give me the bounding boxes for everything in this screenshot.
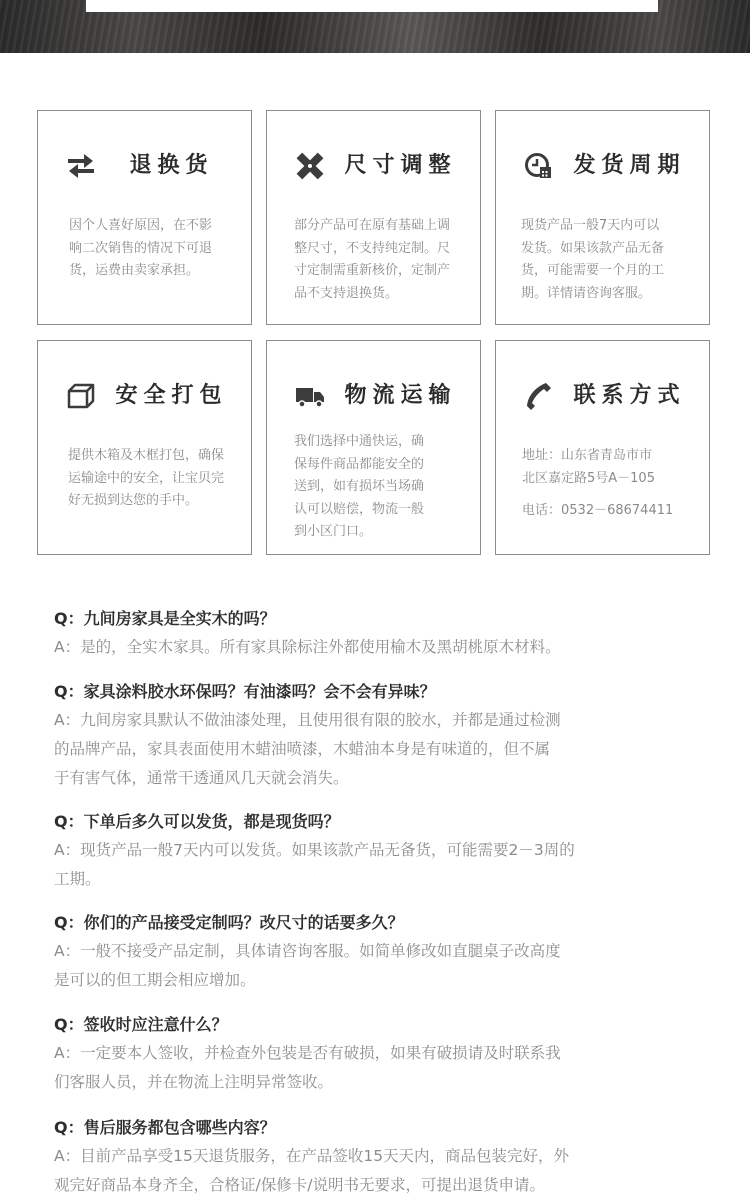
card-return-exchange: [37, 110, 252, 325]
faq-answer: A：一般不接受产品定制，具体请咨询客服。如简单修改如直腿桌子改高度 是可以的但工期会相应增加。: [54, 942, 561, 989]
card-text: 提供木箱及木框打包，确保 运输途中的安全，让宝贝完 好无损到达您的手中。: [68, 448, 225, 508]
faq-item: [54, 1117, 694, 1200]
delivery-truck-icon: [295, 381, 325, 411]
card-safe-packing: [37, 340, 252, 555]
faq-question: Q：下单后多久可以发货，都是现货吗？: [54, 812, 340, 831]
faq-question: Q：你们的产品接受定制吗？改尺寸的话要多久？: [54, 913, 404, 932]
ruler-pencil-icon: [295, 151, 325, 181]
card-size-adjust: [266, 110, 481, 325]
faq-question: Q：九间房家具是全实木的吗？: [54, 609, 276, 628]
card-text: 因个人喜好原因，在不影 响二次销售的情况下可退 货，运费由卖家承担。: [69, 218, 213, 278]
card-text: 部分产品可在原有基础上调 整尺寸，不支持纯定制。尺 寸定制需重新核价，定制产 品不支持退换货。: [294, 218, 451, 301]
faq-answer: A：九间房家具默认不做油漆处理，且使用很有限的胶水，并都是通过检测 的品牌产品，家具表面使用木蜡油喷漆，木蜡油本身是有味道的，但不属 于有害气体，通常干透通风几天就会消失。: [54, 711, 561, 787]
card-text: 地址：山东省青岛市市 北区嘉定路5号A－105 电话：0532－68674411: [522, 448, 674, 518]
faq-item: [54, 912, 694, 995]
faq-question: Q：签收时应注意什么？: [54, 1015, 228, 1034]
card-title: 尺寸调整: [344, 153, 457, 178]
faq-question: Q：售后服务都包含哪些内容？: [54, 1118, 276, 1137]
clock-calendar-icon: [524, 151, 554, 181]
card-title: 物流运输: [344, 383, 457, 408]
card-text: 我们选择中通快运，确 保每件商品都能安全的 送到，如有损坏当场确 认可以赔偿，物流一般 到小区门口。: [294, 434, 425, 539]
exchange-arrows-icon: [66, 151, 96, 181]
card-text: 现货产品一般7天内可以 发货。如果该款产品无备 货，可能需要一个月的工 期。详情请咨询客服。: [521, 218, 665, 301]
card-logistics: [266, 340, 481, 555]
card-title: 安全打包: [115, 383, 228, 408]
faq-item: [54, 608, 694, 662]
faq-answer: A：一定要本人签收，并检查外包装是否有破损，如果有破损请及时联系我 们客服人员，并在物流上注明异常签收。: [54, 1044, 561, 1091]
faq-item: [54, 1014, 694, 1097]
faq-answer: A：是的，全实木家具。所有家具除标注外都使用榆木及黑胡桃原木材料。: [54, 638, 561, 656]
card-title: 发货周期: [573, 153, 686, 178]
faq-question: Q：家具涂料胶水环保吗？有油漆吗？会不会有异味？: [54, 682, 436, 701]
card-title: 退换货: [129, 153, 214, 178]
faq-answer: A：目前产品享受15天退货服务，在产品签收15天天内，商品包装完好，外 观完好商品本身齐全，合格证/保修卡/说明书无要求，可提出退货申请。: [54, 1147, 570, 1194]
card-title: 联系方式: [573, 383, 686, 408]
package-box-icon: [66, 381, 96, 411]
phone-handset-icon: [524, 381, 554, 411]
faq-item: [54, 811, 694, 894]
banner-white-panel: [86, 0, 658, 12]
card-shipping-period: [495, 110, 710, 325]
card-contact: [495, 340, 710, 555]
faq-answer: A：现货产品一般7天内可以发货。如果该款产品无备货，可能需要2－3周的 工期。: [54, 841, 575, 888]
faq-item: [54, 681, 694, 793]
